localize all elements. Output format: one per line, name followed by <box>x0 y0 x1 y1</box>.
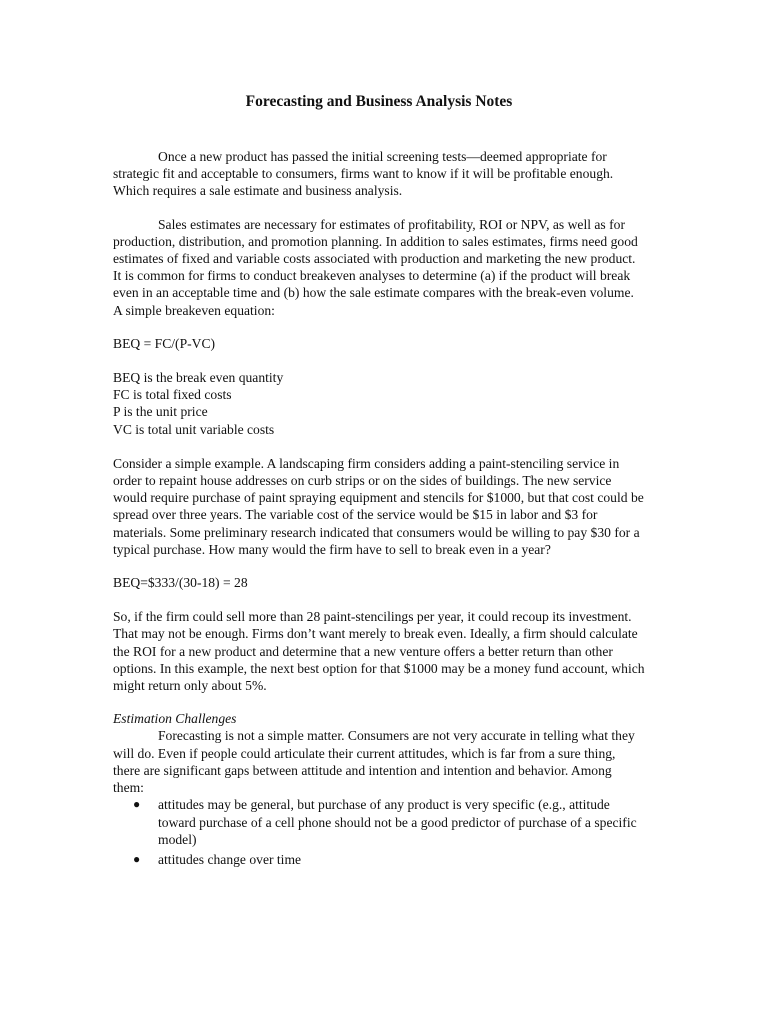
definition-beq: BEQ is the break even quantity <box>113 370 284 386</box>
challenges-list <box>113 796 645 868</box>
paragraph-intro: Once a new product has passed the initial screening tests—deemed appropriate for strategic fit and acceptable to consumers, firms want to know if it will be profitable enough. Which requires a sale estimate and business analysis. <box>113 149 614 199</box>
document-page <box>113 92 645 871</box>
definition-p: P is the unit price <box>113 404 208 420</box>
paragraph-conclusion: So, if the firm could sell more than 28 paint-stencilings per year, it could recoup its investment. That may not be enough. Firms don’t want merely to break even. Ideally, a firm should calculate the ROI for a new product and determine that a new venture offers a better return than other options. In this example, the next best option for that $1000 may be a money fund account, which might return only about 5%. <box>113 609 645 694</box>
example-formula: BEQ=$333/(30-18) = 28 <box>113 575 248 591</box>
paragraph-sales-estimates: Sales estimates are necessary for estimates of profitability, ROI or NPV, as well as for production, distribution, and promotion planning. In addition to sales estimates, firms need good estimates of fixed and variable costs associated with production and marketing the new product. It is common for firms to conduct breakeven analyses to determine (a) if the product will break even in an acceptable time and (b) how the sale estimate compares with the break-even volume. A simple breakeven equation: <box>113 216 638 318</box>
bullet-icon: ● <box>133 797 141 812</box>
section-heading: Estimation Challenges <box>113 711 237 727</box>
definition-vc: VC is total unit variable costs <box>113 421 275 437</box>
list-item <box>113 851 645 868</box>
formula-definitions <box>113 369 645 438</box>
paragraph-forecasting: Forecasting is not a simple matter. Consumers are not very accurate in telling what they will do. Even if people could articulate their current attitudes, which is far from a sure thing, there are significant gaps between attitude and intention and intention and behavior. Among them: <box>113 728 635 796</box>
definition-fc: FC is total fixed costs <box>113 387 232 403</box>
paragraph-example: Consider a simple example. A landscaping firm considers adding a paint-stenciling service in order to repaint house addresses on curb strips or on the sides of buildings. The new service would require purchase of paint spraying equipment and stencils for $1000, but that cost could be spread over three years. The variable cost of the service would be $15 in labor and $3 for materials. Some preliminary research indicated that consumers would be willing to pay $30 for a typical purchase. How many would the firm have to sell to break even in a year? <box>113 455 644 557</box>
list-item <box>113 796 645 848</box>
list-item-text: attitudes change over time <box>158 851 302 867</box>
document-title: Forecasting and Business Analysis Notes <box>245 93 513 110</box>
breakeven-formula: BEQ = FC/(P-VC) <box>113 335 216 351</box>
bullet-icon: ● <box>133 851 141 866</box>
list-item-text: attitudes may be general, but purchase of any product is very specific (e.g., attitude toward purchase of a cell phone should not be a good predictor of purchase of a specific model) <box>158 797 637 847</box>
